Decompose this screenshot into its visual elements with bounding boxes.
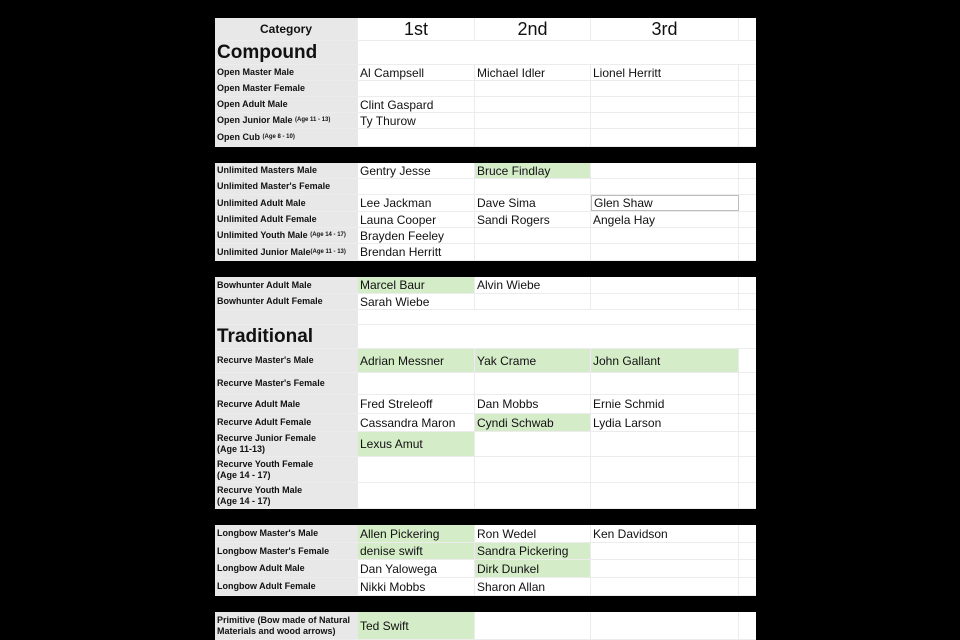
row-label: Recurve Junior Female (Age 11-13) bbox=[215, 432, 358, 456]
row-label: Unlimited Adult Female bbox=[215, 212, 358, 227]
row-label-age: (Age 8 - 10) bbox=[262, 134, 295, 140]
block-compound-open bbox=[215, 18, 756, 147]
row-label: Recurve Adult Female bbox=[215, 414, 358, 431]
table-row bbox=[215, 228, 756, 244]
row-label: Unlimited Junior Male (Age 11 - 13) bbox=[215, 244, 358, 260]
first-place: Brayden Feeley bbox=[358, 228, 475, 243]
row-label: Unlimited Adult Male bbox=[215, 195, 358, 211]
third-place: Lionel Herritt bbox=[591, 65, 739, 80]
third-place bbox=[591, 543, 739, 559]
second-place bbox=[475, 432, 591, 456]
third-place bbox=[591, 294, 739, 309]
third-place bbox=[591, 483, 739, 508]
third-place bbox=[591, 228, 739, 243]
cell-empty bbox=[739, 373, 756, 394]
table-row bbox=[215, 113, 756, 129]
cell-empty bbox=[739, 612, 756, 639]
second-place bbox=[475, 244, 591, 260]
first-place: Lee Jackman bbox=[358, 195, 475, 211]
table-row bbox=[215, 244, 756, 261]
cell-empty bbox=[739, 228, 756, 243]
row-label: Unlimited Masters Male bbox=[215, 163, 358, 178]
first-place: Launa Cooper bbox=[358, 212, 475, 227]
cell-empty bbox=[739, 113, 756, 128]
block-longbow bbox=[215, 525, 756, 596]
cell-empty bbox=[739, 163, 756, 178]
table-row bbox=[215, 212, 756, 228]
cell-empty bbox=[739, 129, 756, 146]
third-place[interactable]: Glen Shaw bbox=[591, 195, 739, 211]
third-place bbox=[591, 578, 739, 595]
section-row-traditional bbox=[215, 325, 756, 349]
row-label: Open Junior Male (Age 11 - 13) bbox=[215, 113, 358, 128]
third-place bbox=[591, 81, 739, 96]
cell-empty bbox=[739, 195, 756, 211]
table-row bbox=[215, 277, 756, 294]
third-place bbox=[591, 179, 739, 194]
first-place bbox=[358, 81, 475, 96]
second-place: Alvin Wiebe bbox=[475, 277, 591, 293]
row-label-age: (Age 11 - 13) bbox=[295, 117, 331, 123]
table-row bbox=[215, 129, 756, 147]
empty-row bbox=[215, 310, 756, 325]
third-place bbox=[591, 244, 739, 260]
first-place: Marcel Baur bbox=[358, 277, 475, 293]
row-label: Recurve Youth Male (Age 14 - 17) bbox=[215, 483, 358, 508]
second-place: Cyndi Schwab bbox=[475, 414, 591, 431]
first-place: Cassandra Maron bbox=[358, 414, 475, 431]
third-place: Ernie Schmid bbox=[591, 395, 739, 413]
third-place: Lydia Larson bbox=[591, 414, 739, 431]
cell-empty bbox=[739, 349, 756, 372]
table-row bbox=[215, 294, 756, 310]
first-place: Allen Pickering bbox=[358, 525, 475, 542]
section-traditional: Traditional bbox=[215, 325, 358, 348]
section-row-compound bbox=[215, 41, 756, 65]
second-place: Sandi Rogers bbox=[475, 212, 591, 227]
table-row bbox=[215, 457, 756, 483]
third-place bbox=[591, 560, 739, 577]
table-row bbox=[215, 395, 756, 414]
cell-empty bbox=[739, 432, 756, 456]
table-row bbox=[215, 81, 756, 97]
row-label: Open Adult Male bbox=[215, 97, 358, 112]
cell-empty bbox=[739, 560, 756, 577]
cell-empty bbox=[739, 97, 756, 112]
header-third: 3rd bbox=[591, 18, 739, 40]
cell-empty bbox=[739, 18, 756, 40]
second-place: Michael Idler bbox=[475, 65, 591, 80]
row-label: Longbow Master's Male bbox=[215, 525, 358, 542]
second-place bbox=[475, 612, 591, 639]
first-place: Dan Yalowega bbox=[358, 560, 475, 577]
cell-empty bbox=[739, 179, 756, 194]
second-place: Bruce Findlay bbox=[475, 163, 591, 178]
second-place bbox=[475, 228, 591, 243]
header-row bbox=[215, 18, 756, 41]
third-place bbox=[591, 457, 739, 482]
row-label: Longbow Adult Female bbox=[215, 578, 358, 595]
results-spreadsheet bbox=[215, 0, 756, 640]
cell-empty bbox=[739, 457, 756, 482]
second-place bbox=[475, 483, 591, 508]
second-place: Ron Wedel bbox=[475, 525, 591, 542]
block-unlimited bbox=[215, 163, 756, 261]
cell-empty bbox=[739, 578, 756, 595]
first-place: Adrian Messner bbox=[358, 349, 475, 372]
first-place: Ted Swift bbox=[358, 612, 475, 639]
third-place: John Gallant bbox=[591, 349, 739, 372]
second-place: Dan Mobbs bbox=[475, 395, 591, 413]
row-label: Primitive (Bow made of Natural Materials and wood arrows) bbox=[215, 612, 358, 639]
cell-empty bbox=[739, 414, 756, 431]
row-label: Recurve Master's Female bbox=[215, 373, 358, 394]
table-row bbox=[215, 525, 756, 543]
header-category: Category bbox=[215, 18, 358, 40]
row-label: Unlimited Youth Male (Age 14 - 17) bbox=[215, 228, 358, 243]
cell-empty bbox=[739, 483, 756, 508]
cell-empty bbox=[739, 395, 756, 413]
second-place: Sharon Allan bbox=[475, 578, 591, 595]
row-label-age: (Age 14 - 17) bbox=[310, 232, 346, 238]
third-place: Angela Hay bbox=[591, 212, 739, 227]
second-place bbox=[475, 81, 591, 96]
block-bowhunter-traditional bbox=[215, 277, 756, 509]
row-label: Recurve Master's Male bbox=[215, 349, 358, 372]
third-place bbox=[591, 163, 739, 178]
first-place: Gentry Jesse bbox=[358, 163, 475, 178]
table-row bbox=[215, 195, 756, 212]
table-row bbox=[215, 612, 756, 640]
first-place: Fred Streleoff bbox=[358, 395, 475, 413]
table-row bbox=[215, 543, 756, 560]
second-place bbox=[475, 179, 591, 194]
table-row bbox=[215, 578, 756, 596]
second-place bbox=[475, 129, 591, 146]
cell-empty bbox=[739, 81, 756, 96]
cell-empty bbox=[739, 212, 756, 227]
first-place bbox=[358, 129, 475, 146]
second-place: Yak Crame bbox=[475, 349, 591, 372]
second-place bbox=[475, 294, 591, 309]
row-label: Recurve Adult Male bbox=[215, 395, 358, 413]
first-place: Clint Gaspard bbox=[358, 97, 475, 112]
second-place: Dirk Dunkel bbox=[475, 560, 591, 577]
third-place bbox=[591, 97, 739, 112]
cell-empty bbox=[739, 277, 756, 293]
row-label: Bowhunter Adult Male bbox=[215, 277, 358, 293]
row-label bbox=[215, 310, 358, 324]
third-place bbox=[591, 113, 739, 128]
block-primitive bbox=[215, 612, 756, 640]
table-row bbox=[215, 560, 756, 578]
row-label: Longbow Master's Female bbox=[215, 543, 358, 559]
second-place bbox=[475, 457, 591, 482]
row-label: Open Master Male bbox=[215, 65, 358, 80]
third-place bbox=[591, 612, 739, 639]
third-place: Ken Davidson bbox=[591, 525, 739, 542]
first-place bbox=[358, 457, 475, 482]
first-place bbox=[358, 483, 475, 508]
header-first: 1st bbox=[358, 18, 475, 40]
table-row bbox=[215, 163, 756, 179]
first-place: Al Campsell bbox=[358, 65, 475, 80]
third-place bbox=[591, 373, 739, 394]
first-place: Nikki Mobbs bbox=[358, 578, 475, 595]
row-label: Longbow Adult Male bbox=[215, 560, 358, 577]
cell-empty bbox=[739, 65, 756, 80]
row-label-age: (Age 11 - 13) bbox=[310, 248, 346, 255]
table-row bbox=[215, 349, 756, 373]
first-place bbox=[358, 179, 475, 194]
cell-empty bbox=[739, 294, 756, 309]
first-place: Brendan Herritt bbox=[358, 244, 475, 260]
table-row bbox=[215, 414, 756, 432]
table-row bbox=[215, 432, 756, 457]
second-place bbox=[475, 113, 591, 128]
second-place: Dave Sima bbox=[475, 195, 591, 211]
third-place bbox=[591, 129, 739, 146]
table-row bbox=[215, 373, 756, 395]
row-label: Recurve Youth Female (Age 14 - 17) bbox=[215, 457, 358, 482]
row-label: Bowhunter Adult Female bbox=[215, 294, 358, 309]
second-place bbox=[475, 97, 591, 112]
first-place: Sarah Wiebe bbox=[358, 294, 475, 309]
third-place bbox=[591, 432, 739, 456]
row-label: Unlimited Master's Female bbox=[215, 179, 358, 194]
first-place bbox=[358, 373, 475, 394]
cell-empty bbox=[739, 543, 756, 559]
first-place: denise swift bbox=[358, 543, 475, 559]
first-place: Ty Thurow bbox=[358, 113, 475, 128]
cell-empty bbox=[739, 244, 756, 260]
table-row bbox=[215, 97, 756, 113]
section-compound: Compound bbox=[215, 41, 358, 64]
table-row bbox=[215, 179, 756, 195]
cell-empty bbox=[739, 525, 756, 542]
row-label: Open Master Female bbox=[215, 81, 358, 96]
first-place: Lexus Amut bbox=[358, 432, 475, 456]
second-place: Sandra Pickering bbox=[475, 543, 591, 559]
row-label: Open Cub (Age 8 - 10) bbox=[215, 129, 358, 146]
header-second: 2nd bbox=[475, 18, 591, 40]
table-row bbox=[215, 65, 756, 81]
second-place bbox=[475, 373, 591, 394]
third-place bbox=[591, 277, 739, 293]
table-row bbox=[215, 483, 756, 509]
